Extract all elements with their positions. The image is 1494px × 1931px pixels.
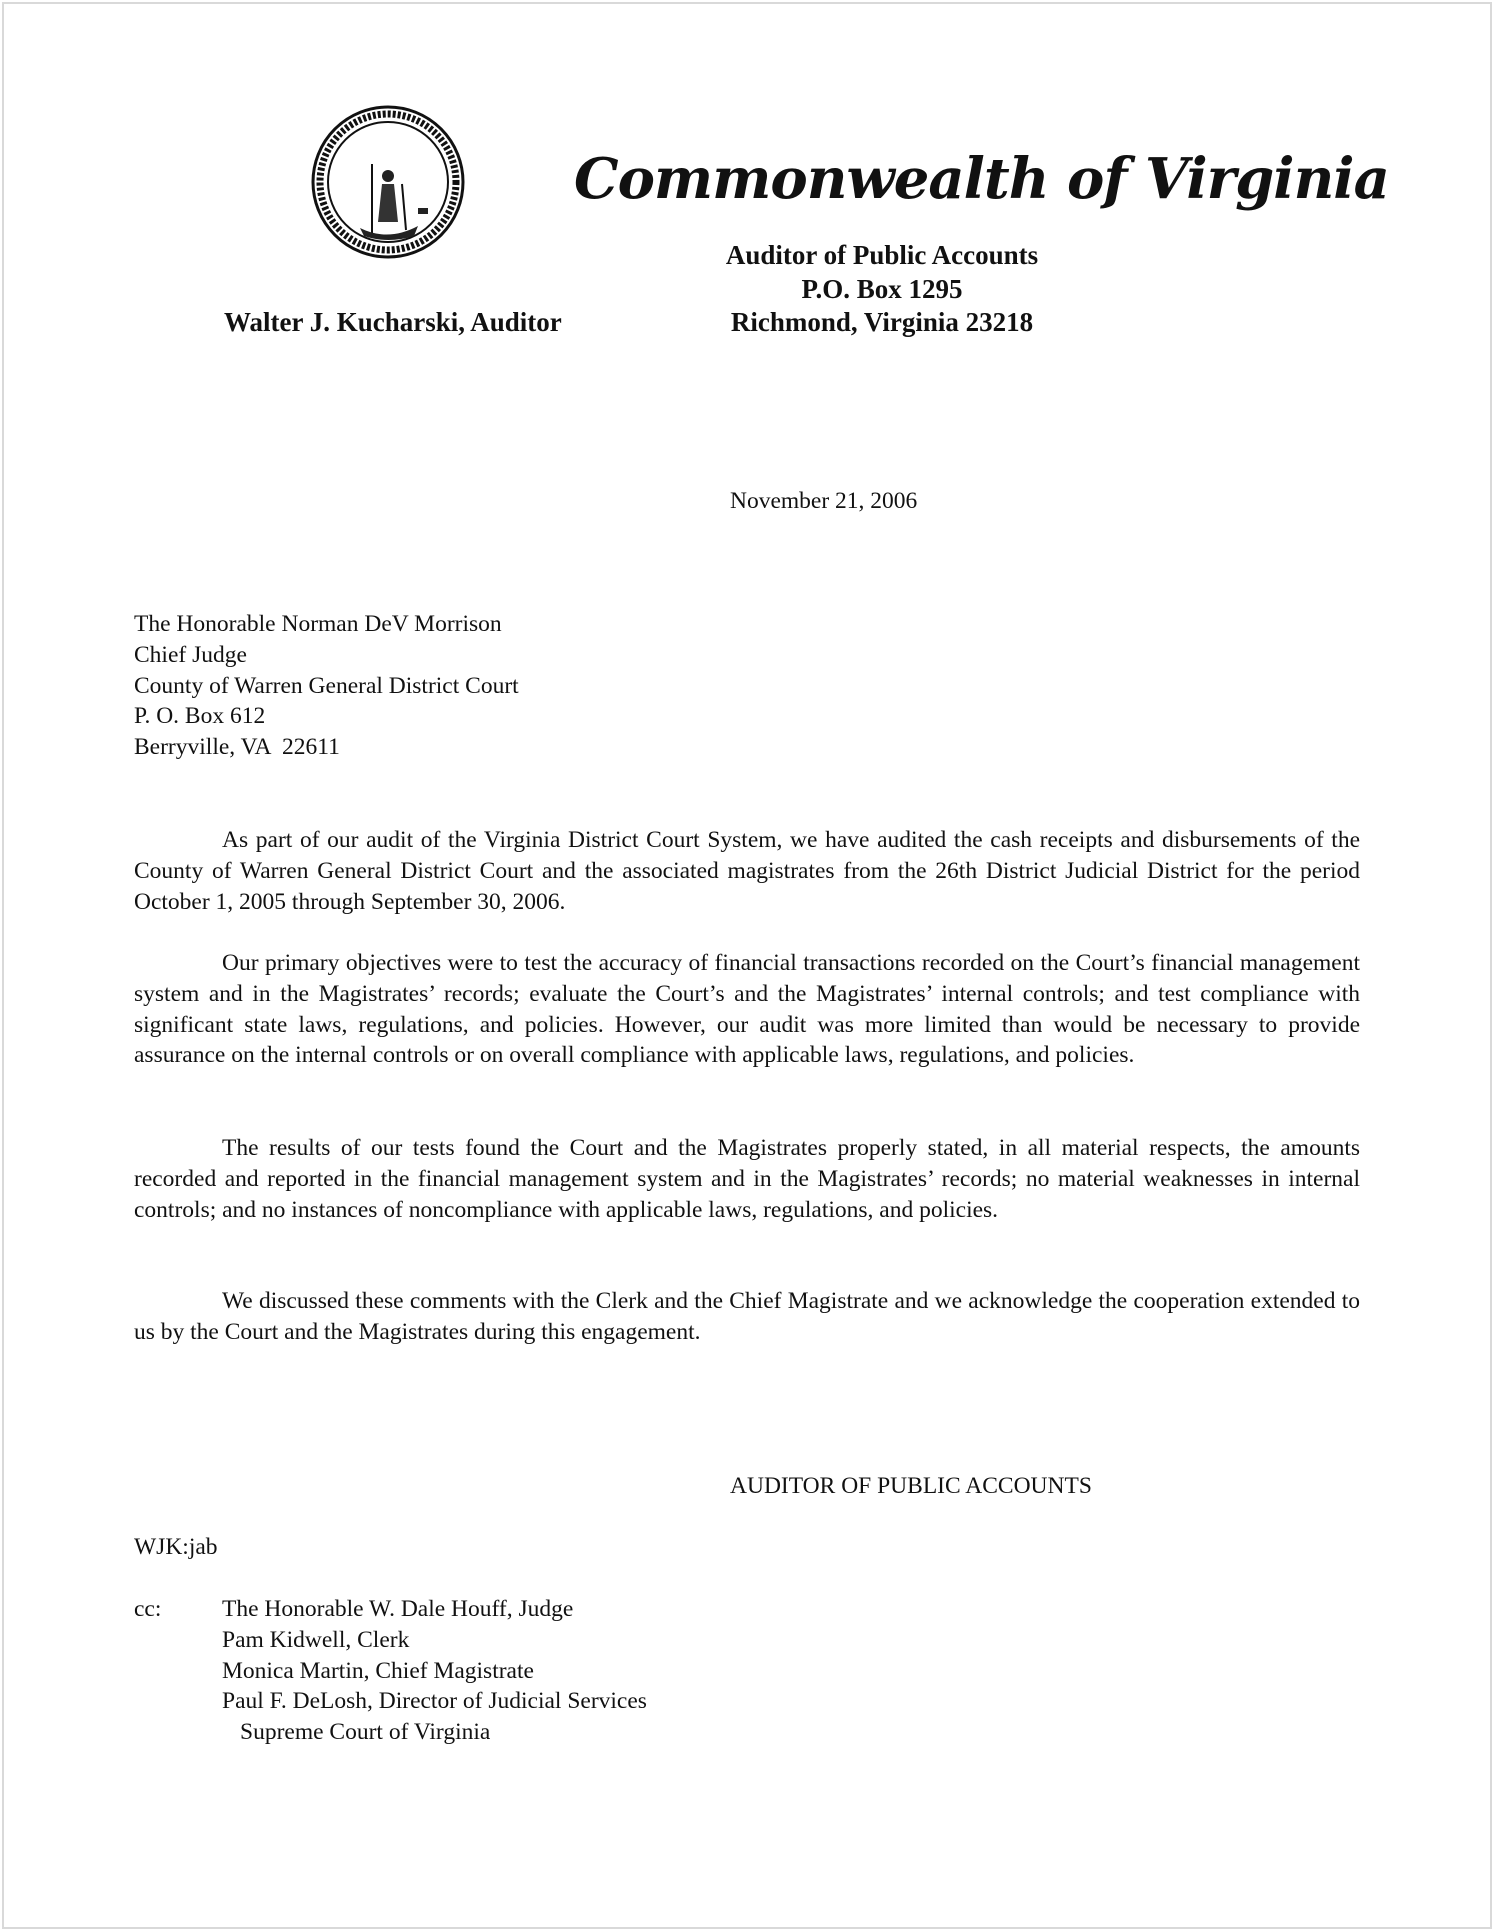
office-name: Auditor of Public Accounts xyxy=(725,240,1039,270)
cc-sub-item: Supreme Court of Virginia xyxy=(240,1719,491,1746)
body-paragraph: As part of our audit of the Virginia District Court System, we have audited the cash receipts and disbursements of the County of Warren General District Court and the associated magistrates from the 26th District Judicial District for the period October 1, 2005 through September 30, 2006. xyxy=(134,827,1360,915)
recipient-line: P. O. Box 612 xyxy=(134,703,266,730)
office-city: Richmond, Virginia 23218 xyxy=(730,307,1034,337)
body-paragraph: Our primary objectives were to test the accuracy of financial transactions recorded on the Court’s financial management system and in the Magistrates’ records; evaluate the Court’s and the Magistrates’ internal controls; and test compliance with significant state laws, regulations, and policies. However, our audit was more limited than would be necessary to provide assurance on the internal controls or on overall compliance with applicable laws, regulations, and policies. xyxy=(134,950,1360,1069)
recipient-line: Berryville, VA 22611 xyxy=(134,734,340,761)
letter-date: November 21, 2006 xyxy=(730,488,918,514)
cc-item: Monica Martin, Chief Magistrate xyxy=(222,1657,534,1684)
cc-item: The Honorable W. Dale Houff, Judge xyxy=(222,1596,574,1622)
body-paragraph: The results of our tests found the Court and the Magistrates properly stated, in all material respects, the amounts recorded and reported in the financial management system and in the Magistrates’ records; no material weaknesses in internal controls; and no instances of noncompliance with applicable laws, regulations, and policies. xyxy=(134,1135,1360,1223)
virginia-seal-icon xyxy=(310,104,466,260)
letterhead-title: Commonwealth of Virginia xyxy=(574,146,1389,212)
signature-block: AUDITOR OF PUBLIC ACCOUNTS xyxy=(730,1473,1092,1499)
office-po-box: P.O. Box 1295 xyxy=(801,274,963,304)
body-paragraph: We discussed these comments with the Clerk and the Chief Magistrate and we acknowledge the cooperation extended to us by the Court and the Magistrates during this engagement. xyxy=(134,1288,1360,1345)
recipient-line: Chief Judge xyxy=(134,641,247,668)
cc-item: Paul F. DeLosh, Director of Judicial Services xyxy=(222,1688,647,1715)
recipient-line: The Honorable Norman DeV Morrison xyxy=(134,611,502,637)
cc-list xyxy=(222,1594,647,1748)
auditor-name: Walter J. Kucharski, Auditor xyxy=(224,307,562,337)
cc-item: Pam Kidwell, Clerk xyxy=(222,1626,410,1653)
recipient-address xyxy=(134,609,519,763)
recipient-line: County of Warren General District Court xyxy=(134,672,519,699)
initials: WJK:jab xyxy=(134,1534,218,1560)
cc-label: cc: xyxy=(134,1596,162,1622)
